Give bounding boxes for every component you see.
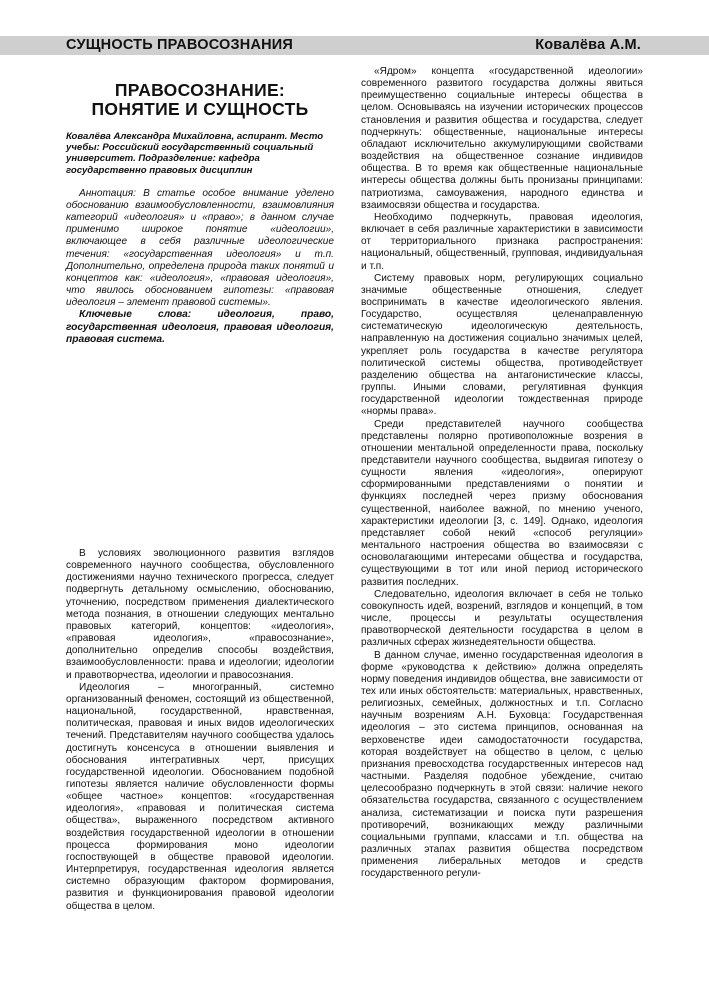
right-column [361,66,643,906]
body-paragraph: Необходимо подчеркнуть, правовая идеология, включает в себя различные характеристики в зависимости от территориального признака распространения: национальный, общественный, групповая, индивидуальная и т.п. [361,211,643,272]
body-paragraph: Систему правовых норм, регулирующих социально значимые общественные отношения, следует воспринимать в качестве идеологического явления. Государство, осуществляя целенаправленную систематическую идеологическую деятельность, направленную на достижения социально значимых целей, укрепляет роль государства в качестве регулятора политической системы общества, противодействует разделению общества на антагонистические классы, группы. Иными словами, регулятивная функция государственной идеологии тождественная природе «нормы права». [361,272,643,418]
body-paragraph: В данном случае, именно государственная идеология в форме «руководства к действию» должна определять норму поведения индивидов общества, вне зависимости от тех или иных обстоятельств: материальных, нравственных, религиозных, семейных, должностных и т.п. Согласно научным возрениям А.Н. Буховца: Государственная идеология – это система принципов, основанная на верховенстве идеи самодостаточности государства, которая воздействует на общество в целом, с целью признания превосходства государственных интересов над частными. Разделяя подобное убеждение, считаю целесообразно подчеркнуть в этой связи: наличие некого обязательства государства, связанного с осуществлением анализа, систематизации и поиска пути разрешения противоречий, возникающих между различными социальными группами, классами и т.п. общества на различных этапах развития общества посредством применения либеральных методов и средств государственного регули- [361,649,643,880]
left-column [66,66,334,912]
abstract: Аннотация: В статье особое внимание уделено обоснованию взаимообусловленности, взаимовлияния категорий «идеология» и «право»; в данном случае применимо широкое понятие «идеологии», включающее в себя различные идеологические течения: «государственная идеология» и т.п. Дополнительно, определена природа таких понятий и концептов как: «идеология», «правовая идеология», что явилось обоснованием гипотезы: «правовая идеология – элемент правовой системы». [66,187,334,309]
header-section-title: СУЩНОСТЬ ПРАВОСОЗНАНИЯ [66,37,294,53]
title-line-1: ПРАВОСОЗНАНИЕ: [114,80,286,100]
title-line-2: ПОНЯТИЕ И СУЩНОСТЬ [91,99,309,119]
author-info: Ковалёва Александра Михайловна, аспирант. Место учебы: Российский государственный социальный университет. Подразделение: кафедра государственно правовых дисциплин [66,131,324,176]
body-paragraph: Среди представителей научного сообщества представлены полярно противоположные возрения в отношении ментальной определенности права, поскольку представители научного сообщества, выдвигая гипотезу о сущности явления «идеология», оперируют сформированными представлениями о понятии и функциях последней через призму обоснования существенной, наиболее важной, по мнению ученого, характеристики идеологии [3, с. 149]. Однако, идеология представляет собой некий «способ регуляции» ментального настроения общества во взаимосвязи с основолагающими интересами общества и государства, существующими в тот или иной период исторического развития последних. [361,418,643,588]
header-author: Ковалёва А.М. [535,37,641,53]
body-paragraph: «Ядром» концепта «государственной идеологии» современного развитого государства должны явиться преимущественно социальные интересы общества в целом. Основываясь на изучении исторических процессов становления и развития общества и государства, следует подчеркнуть: общественные, национальные интересы обладают исключительно аккумулирующими свойствами воздействия на общественное сознание индивидов общества. В то время как общественные национальные интересы общества должны быть пронизаны принципами: патриотизма, самоуважения, народного единства и взаимосвязи общества и государства. [361,66,643,211]
left-body [66,548,334,913]
article-title [66,81,334,119]
body-paragraph: Следовательно, идеология включает в себя не только совокупность идей, возрений, взглядов и концепций, в том числе, процессы и результаты осуществления правотворческой деятельности государства в целом в различных сферах жизнедеятельности общества. [361,588,643,649]
keywords: Ключевые слова: идеология, право, государственная идеология, правовая идеология, правовая система. [66,309,334,345]
body-paragraph: В условиях эволюционного развития взглядов современного научного сообщества, обусловленного достижениями научно технического прогресса, следует подвергнуть детальному осмыслению, обоснованию, уточнению, посредством применения диалектического метода познания, в отношении следующих ментально правовых категорий, концептов: «идеология», «правовая идеология», «правосознание», дополнительно определив способы воздействия, взаимообусловленности: права и идеологии; идеологии и правотворчества, идеологии и правосознания. [66,548,334,681]
running-header [0,36,709,55]
body-paragraph: Идеология – многогранный, системно организованный феномен, состоящий из общественной, национальной, государственной, нравственная, политическая, правовая и иных видов идеологических течений. Представителям научного сообщества удалось достигнуть консенсуса в отношении выявления и обоснования интегративных черт, присущих государственной идеологии. Обоснованием подобной гипотезы является наличие обусловленности формы «общее частное» концептов: «государственная идеология», «правовая и политическая система общества», выраженного посредством активного воздействия государственной идеологии в отношении процесса формирования моно идеологии госпоствующей в обществе правовой идеологии. Интерпретируя, государственная идеология является системно образующим фактором формирования, развития и функционирования правовой идеологии общества в целом. [66,681,334,912]
